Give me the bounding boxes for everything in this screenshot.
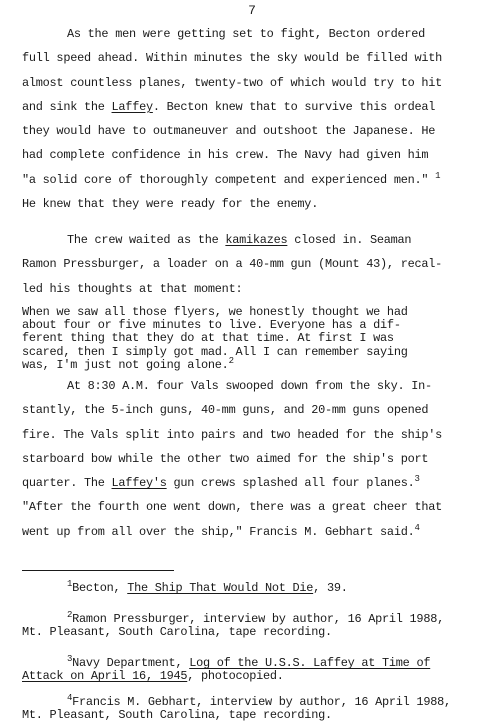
footnote-ref: 2	[228, 355, 234, 366]
text-segment: gun crews splashed all four planes.	[173, 476, 415, 491]
footnote-divider	[22, 570, 174, 571]
quote-line: ferent thing that they do at that time. At first I was	[22, 331, 394, 346]
text-segment: and sink the	[22, 99, 105, 114]
footnote-text: , photocopied.	[187, 669, 284, 684]
footnote-text: Ramon Pressburger, interview by author, 16 April 1988,	[72, 612, 444, 626]
text-segment: was, I'm just not going alone.	[22, 357, 229, 372]
text-line: had complete confidence in his crew. The Navy had given him	[22, 148, 429, 163]
text-line: starboard bow while the other two aimed for the ship's port	[22, 451, 429, 466]
text-line: they would have to outmaneuver and outshoot the Japanese. He	[22, 124, 436, 139]
text-line: stantly, the 5-inch guns, 40-mm guns, and 20-mm guns opened	[22, 403, 429, 418]
footnote-4	[22, 693, 502, 723]
book-title-underlined: The Ship That Would Not Die	[127, 581, 314, 595]
footnote-text: Mt. Pleasant, South Carolina, tape recording.	[22, 625, 332, 640]
paragraph-2	[22, 228, 500, 301]
footnote-text: , 39.	[313, 581, 348, 595]
quote-line: When we saw all those flyers, we honestly thought we had	[22, 305, 408, 319]
text-line: He knew that they were ready for the enemy.	[22, 197, 319, 212]
text-line: As the men were getting set to fight, Becton ordered	[67, 27, 426, 41]
footnote-3	[22, 654, 502, 684]
text-segment: went up from all over the ship," Francis M. Gebhart said.	[22, 524, 415, 539]
footnote-text: Becton,	[72, 581, 128, 595]
footnote-1	[22, 579, 502, 595]
quote-line: about four or five minutes to live. Everyone has a dif-	[22, 318, 401, 333]
kamikazes-underlined: kamikazes	[225, 233, 288, 247]
text-line: Ramon Pressburger, a loader on a 40-mm gun (Mount 43), recal-	[22, 257, 443, 272]
footnote-text: Mt. Pleasant, South Carolina, tape recording.	[22, 708, 332, 723]
footnote-ref: 3	[414, 474, 420, 485]
paragraph-1	[22, 22, 500, 216]
ship-name-underlined: Laffey's	[111, 476, 167, 491]
text-line: At 8:30 A.M. four Vals swooped down from the sky. In-	[67, 379, 432, 393]
text-segment: closed in. Seaman	[294, 233, 412, 247]
block-quote	[22, 306, 492, 372]
footnote-number: 4	[67, 693, 73, 703]
ship-name-underlined: Laffey	[111, 99, 153, 114]
text-segment: The crew waited as the	[67, 233, 219, 247]
text-segment: quarter. The	[22, 476, 105, 491]
footnote-text: Francis M. Gebhart, interview by author, 16 April 1988,	[72, 695, 451, 709]
text-line: led his thoughts at that moment:	[22, 281, 243, 296]
footnote-ref: 4	[414, 522, 420, 533]
document-title-underlined: Attack on April 16, 1945	[22, 669, 188, 684]
text-segment: "a solid core of thoroughly competent and experienced men."	[22, 172, 429, 187]
document-title-underlined: Log of the U.S.S. Laffey at Time of	[189, 656, 431, 670]
footnote-number: 2	[67, 610, 73, 620]
text-line: full speed ahead. Within minutes the sky would be filled with	[22, 51, 443, 66]
text-segment: . Becton knew that to survive this ordeal	[152, 99, 436, 114]
paragraph-3	[22, 374, 500, 544]
text-line: almost countless planes, twenty-two of which would try to hit	[22, 75, 443, 90]
footnote-number: 3	[67, 654, 73, 664]
footnote-number: 1	[67, 579, 73, 589]
footnote-ref: 1	[435, 170, 441, 181]
text-line: fire. The Vals split into pairs and two headed for the ship's	[22, 427, 443, 442]
page-number: 7	[248, 3, 256, 18]
footnote-text: Navy Department,	[72, 656, 190, 670]
text-line: "After the fourth one went down, there was a great cheer that	[22, 500, 443, 515]
footnote-2	[22, 610, 502, 640]
quote-line: scared, then I simply got mad. All I can remember saying	[22, 344, 408, 359]
